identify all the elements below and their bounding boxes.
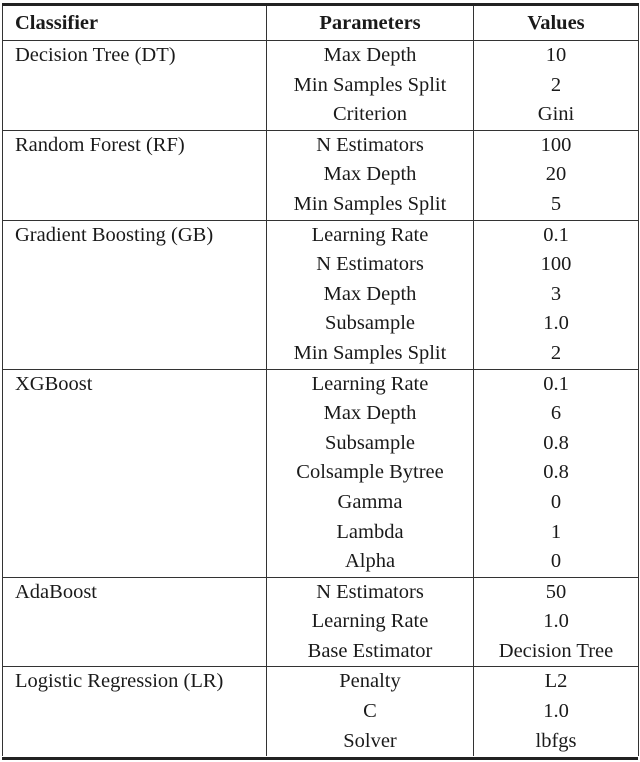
parameter-value: 10	[474, 41, 639, 71]
parameter-value: 20	[474, 160, 639, 190]
parameter-name: Colsample Bytree	[267, 458, 474, 488]
table-row	[3, 577, 639, 607]
parameter-value: 0.8	[474, 458, 639, 488]
parameter-name: Max Depth	[267, 399, 474, 429]
parameter-name: Penalty	[267, 667, 474, 697]
parameter-value: 2	[474, 339, 639, 369]
parameter-name: Alpha	[267, 547, 474, 577]
parameter-value: 0.1	[474, 369, 639, 399]
bottom-rule	[2, 757, 638, 760]
parameter-value: 3	[474, 280, 639, 310]
parameter-value: 0.1	[474, 220, 639, 250]
parameter-name: Gamma	[267, 488, 474, 518]
classifier-name: Random Forest (RF)	[3, 130, 267, 220]
hyperparameter-table-container	[2, 3, 638, 760]
classifier-group-random-forest	[3, 130, 639, 220]
parameter-value: 100	[474, 130, 639, 160]
parameter-name: Lambda	[267, 518, 474, 548]
classifier-group-decision-tree	[3, 41, 639, 131]
parameter-name: Max Depth	[267, 280, 474, 310]
header-values: Values	[474, 5, 639, 41]
parameter-name: Max Depth	[267, 160, 474, 190]
parameter-name: N Estimators	[267, 130, 474, 160]
table-row	[3, 220, 639, 250]
table-header	[3, 5, 639, 41]
header-classifier: Classifier	[3, 5, 267, 41]
parameter-value: 0	[474, 547, 639, 577]
table-row	[3, 667, 639, 697]
parameter-value: L2	[474, 667, 639, 697]
table-row	[3, 369, 639, 399]
parameter-name: Min Samples Split	[267, 190, 474, 220]
parameter-value: Decision Tree	[474, 637, 639, 667]
parameter-value: Gini	[474, 100, 639, 130]
parameter-name: Min Samples Split	[267, 71, 474, 101]
classifier-group-logistic-regression	[3, 667, 639, 756]
classifier-group-adaboost	[3, 577, 639, 667]
parameter-value: 2	[474, 71, 639, 101]
parameter-value: 1.0	[474, 607, 639, 637]
parameter-name: C	[267, 697, 474, 727]
parameter-name: Subsample	[267, 429, 474, 459]
parameter-value: 1	[474, 518, 639, 548]
parameter-value: 50	[474, 577, 639, 607]
classifier-group-xgboost	[3, 369, 639, 577]
parameter-name: Max Depth	[267, 41, 474, 71]
parameter-name: Learning Rate	[267, 607, 474, 637]
parameter-name: Learning Rate	[267, 220, 474, 250]
parameter-name: Criterion	[267, 100, 474, 130]
header-parameters: Parameters	[267, 5, 474, 41]
classifier-name: AdaBoost	[3, 577, 267, 667]
parameter-value: 1.0	[474, 309, 639, 339]
classifier-name: Gradient Boosting (GB)	[3, 220, 267, 369]
parameter-value: 6	[474, 399, 639, 429]
parameter-value: 0	[474, 488, 639, 518]
parameter-value: 0.8	[474, 429, 639, 459]
classifier-name: Decision Tree (DT)	[3, 41, 267, 131]
parameter-value: lbfgs	[474, 727, 639, 757]
parameter-name: Solver	[267, 727, 474, 757]
parameter-name: Learning Rate	[267, 369, 474, 399]
table-row	[3, 41, 639, 71]
parameter-name: N Estimators	[267, 250, 474, 280]
hyperparameter-table	[2, 3, 639, 756]
header-row	[3, 5, 639, 41]
parameter-name: Subsample	[267, 309, 474, 339]
parameter-name: Base Estimator	[267, 637, 474, 667]
classifier-name: Logistic Regression (LR)	[3, 667, 267, 756]
parameter-name: Min Samples Split	[267, 339, 474, 369]
parameter-value: 1.0	[474, 697, 639, 727]
parameter-name: N Estimators	[267, 577, 474, 607]
parameter-value: 100	[474, 250, 639, 280]
classifier-group-gradient-boosting	[3, 220, 639, 369]
table-row	[3, 130, 639, 160]
classifier-name: XGBoost	[3, 369, 267, 577]
parameter-value: 5	[474, 190, 639, 220]
